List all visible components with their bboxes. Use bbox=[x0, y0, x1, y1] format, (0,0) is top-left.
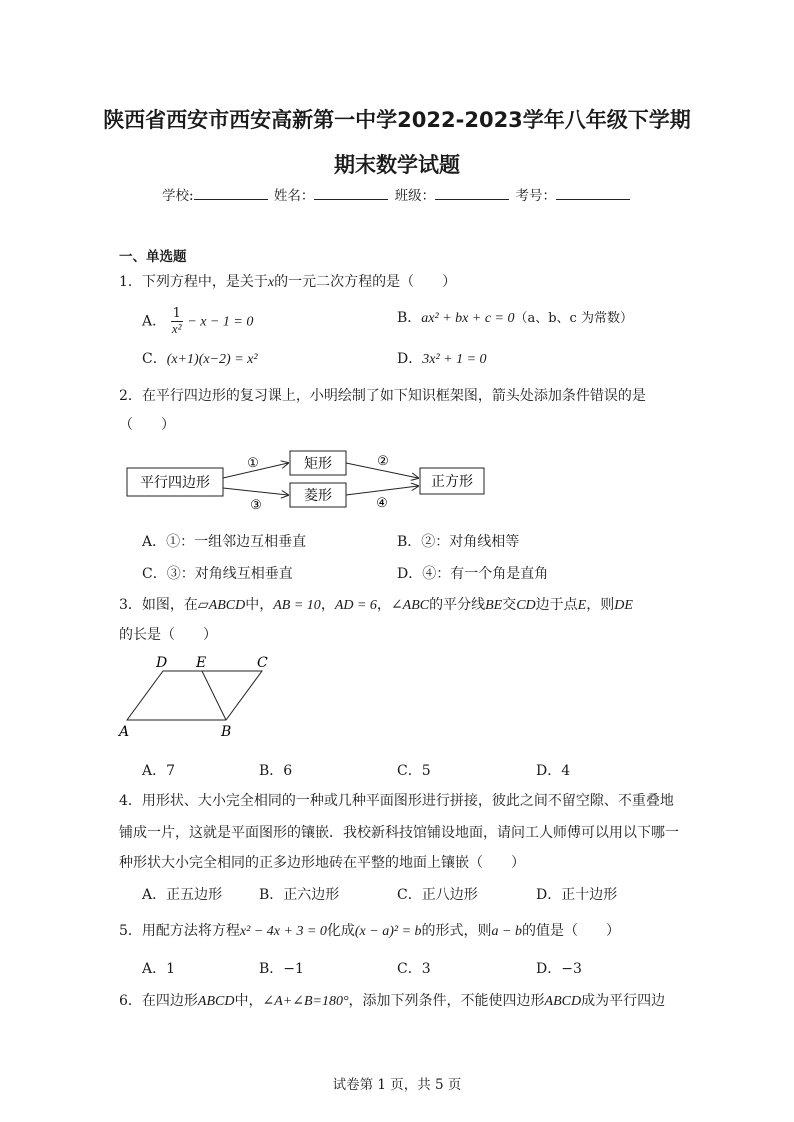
q6-text-d: 成为平行四边 bbox=[581, 993, 666, 1009]
page-title-line2: 期末数学试题 bbox=[334, 153, 460, 177]
q4-stem-line1: 4．用形状、大小完全相同的一种或几种平面图形进行拼接，彼此之间不留空隙、不重叠地 bbox=[119, 793, 674, 809]
q4-option-a: A．正五边形 bbox=[142, 887, 223, 903]
q6-text-a: 6．在四边形 bbox=[119, 993, 198, 1009]
q1-b-note: （a、b、c 为常数） bbox=[514, 311, 633, 326]
q3-stem-line1 bbox=[119, 594, 633, 614]
q1-option-a bbox=[142, 307, 253, 336]
q5-option-a: A．1 bbox=[142, 961, 176, 977]
q3-text-d: ，∠ bbox=[376, 597, 403, 613]
q3-option-b: B．6 bbox=[259, 763, 293, 779]
q1-a-denominator: x² bbox=[171, 321, 182, 336]
q1-stem-var: x bbox=[267, 275, 275, 290]
number-blank bbox=[556, 185, 630, 200]
vertex-d: D bbox=[156, 655, 168, 671]
rhombus-label: 菱形 bbox=[304, 488, 332, 504]
q5-stem bbox=[119, 920, 620, 940]
q3-text-h: ，则 bbox=[586, 597, 615, 613]
q3-stem-line2: 的长是（ ） bbox=[119, 627, 217, 643]
q1-c-expr: (x+1)(x−2) = x² bbox=[166, 352, 258, 367]
q1-b-label: B． bbox=[397, 310, 422, 326]
q3-math-e: E bbox=[577, 598, 587, 613]
name-label: 姓名： bbox=[273, 188, 315, 204]
q1-a-rest: − x − 1 = 0 bbox=[187, 314, 254, 330]
q3-text-a: 3．如图，在 bbox=[119, 597, 198, 613]
q3-math-parallelogram: ▱ABCD bbox=[197, 598, 246, 613]
q3-math-de: DE bbox=[614, 598, 633, 613]
q2-option-c: C．③：对角线互相垂直 bbox=[142, 566, 293, 582]
q3-math-be: BE bbox=[485, 598, 503, 613]
q1-b-expr: ax² + bx + c = 0 bbox=[421, 311, 515, 326]
vertex-a: A bbox=[119, 724, 130, 740]
arrow-4 bbox=[346, 486, 418, 495]
q3-text-b: 中， bbox=[245, 597, 274, 613]
q1-a-fraction bbox=[171, 307, 183, 336]
q1-d-label: D． bbox=[397, 351, 423, 367]
q4-stem-line3: 种形状大小完全相同的正多边形地砖在平整的地面上镶嵌（ ） bbox=[119, 855, 525, 871]
q5-text-c: 的形式，则 bbox=[421, 923, 492, 939]
q5-math-form: (x − a)² = b bbox=[354, 924, 422, 939]
parallelogram-label: 平行四边形 bbox=[140, 475, 210, 491]
q2-knowledge-diagram bbox=[120, 445, 500, 520]
q1-stem bbox=[119, 271, 456, 291]
q3-text-g: 边于点 bbox=[535, 597, 578, 613]
q4-stem-line2: 铺成一片，这就是平面图形的镶嵌．我校新科技馆铺设地面，请问工人师傅可以用以下哪一 bbox=[119, 825, 679, 841]
q2-stem-line1: 2．在平行四边形的复习课上，小明绘制了如下知识框架图，箭头处添加条件错误的是 bbox=[119, 388, 646, 404]
q3-text-f: 交 bbox=[502, 597, 517, 613]
q3-option-d: D．4 bbox=[536, 763, 571, 779]
school-blank bbox=[194, 185, 268, 200]
school-label: 学校: bbox=[162, 188, 194, 204]
q6-text-c: ，添加下列条件，不能使四边形 bbox=[348, 993, 545, 1009]
circle-label-4: ④ bbox=[376, 496, 388, 511]
circle-label-3: ③ bbox=[250, 498, 262, 513]
q1-c-label: C． bbox=[142, 351, 167, 367]
q5-option-c: C．3 bbox=[397, 961, 431, 977]
q2-option-a: A．①：一组邻边互相垂直 bbox=[142, 534, 307, 550]
q3-math-ad: AD = 6 bbox=[334, 598, 377, 613]
q1-option-c bbox=[142, 348, 258, 368]
q2-stem-line2: （ ） bbox=[119, 417, 175, 433]
q4-option-d: D．正十边形 bbox=[536, 887, 618, 903]
vertex-b: B bbox=[221, 724, 232, 740]
arrow-3 bbox=[223, 488, 288, 495]
q1-option-d bbox=[397, 348, 487, 368]
q5-option-d: D．−3 bbox=[536, 961, 582, 977]
page-title-line1: 陕西省西安市西安高新第一中学2022-2023学年八年级下学期 bbox=[103, 108, 691, 132]
student-info-line bbox=[0, 184, 794, 204]
q6-stem bbox=[119, 990, 665, 1010]
q3-text-c: ， bbox=[320, 597, 335, 613]
number-label: 考号： bbox=[515, 188, 556, 204]
q3-text-e: 的平分线 bbox=[429, 597, 486, 613]
q5-math-a-minus-b: a − b bbox=[491, 924, 522, 939]
q1-stem-text-a: 1．下列方程中，是关于 bbox=[119, 274, 268, 290]
q6-math-angle-sum: ∠A+∠B=180° bbox=[262, 994, 349, 1009]
q5-text-a: 5．用配方法将方程 bbox=[119, 923, 240, 939]
q6-math-abcd-2: ABCD bbox=[544, 994, 582, 1009]
q1-a-numerator: 1 bbox=[172, 306, 181, 321]
q5-math-equation: x² − 4x + 3 = 0 bbox=[239, 924, 327, 939]
rectangle-label: 矩形 bbox=[304, 456, 332, 472]
vertex-e: E bbox=[196, 655, 207, 671]
segment-be bbox=[202, 671, 226, 720]
q1-stem-text-b: 的一元二次方程的是（ ） bbox=[274, 274, 457, 290]
section-heading: 一、单选题 bbox=[119, 249, 187, 265]
q5-text-d: 的值是（ ） bbox=[521, 923, 620, 939]
q3-parallelogram-figure bbox=[115, 652, 285, 744]
q2-option-b: B．②：对角线相等 bbox=[397, 534, 520, 550]
class-blank bbox=[435, 185, 509, 200]
q3-math-ab: AB = 10 bbox=[273, 598, 321, 613]
square-label: 正方形 bbox=[431, 474, 473, 490]
q2-option-d: D．④：有一个角是直角 bbox=[397, 566, 549, 582]
q1-a-label: A． bbox=[142, 313, 167, 330]
circle-label-1: ① bbox=[247, 456, 259, 471]
q3-option-c: C．5 bbox=[397, 763, 431, 779]
q4-option-c: C．正八边形 bbox=[397, 887, 478, 903]
q3-option-a: A．7 bbox=[142, 763, 176, 779]
parallelogram-abcd bbox=[127, 671, 262, 720]
q4-option-b: B．正六边形 bbox=[259, 887, 340, 903]
q6-math-abcd-1: ABCD bbox=[197, 994, 235, 1009]
vertex-c: C bbox=[257, 655, 268, 671]
page-footer: 试卷第 1 页，共 5 页 bbox=[332, 1077, 462, 1093]
q3-math-cd: CD bbox=[516, 598, 536, 613]
q3-math-abc: ABC bbox=[402, 598, 430, 613]
q6-text-b: 中， bbox=[234, 993, 263, 1009]
class-label: 班级： bbox=[394, 188, 436, 204]
circle-label-2: ② bbox=[377, 454, 389, 469]
q5-text-b: 化成 bbox=[326, 923, 355, 939]
q1-option-b bbox=[397, 307, 633, 327]
q1-d-expr: 3x² + 1 = 0 bbox=[422, 352, 487, 367]
q5-option-b: B．−1 bbox=[259, 961, 304, 977]
name-blank bbox=[314, 185, 388, 200]
